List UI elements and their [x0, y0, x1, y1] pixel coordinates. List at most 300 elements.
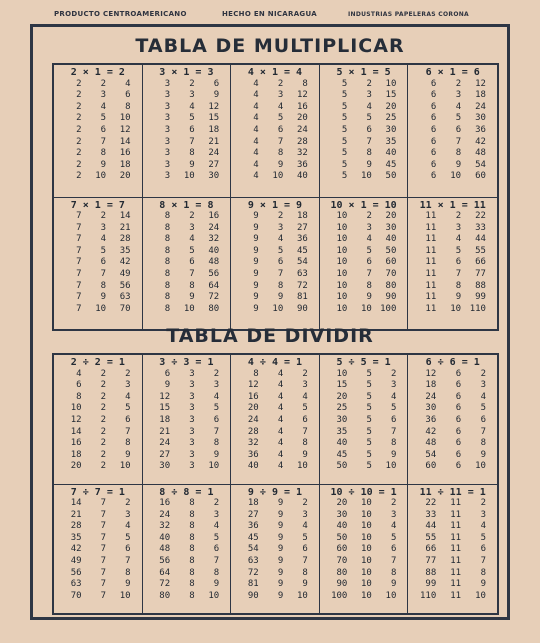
table-number: 6	[430, 101, 437, 112]
table-number: 64	[208, 280, 220, 291]
division-table-row	[57, 568, 139, 580]
table-number: 9	[253, 222, 259, 233]
table-number: 3	[480, 380, 486, 391]
table-number: 28	[119, 234, 131, 245]
table-number: 10	[208, 461, 220, 472]
division-table-row	[146, 369, 228, 381]
table-number: 10	[336, 211, 348, 222]
multiplication-table-row	[323, 113, 405, 125]
table-number: 8	[164, 292, 171, 303]
table-number: 7	[100, 509, 107, 520]
division-table-row	[323, 450, 405, 462]
multiplication-table-row	[234, 234, 316, 246]
multiplication-table-row	[146, 125, 228, 137]
table-number: 10	[95, 303, 107, 314]
table-number: 60	[336, 544, 348, 555]
table-number: 4	[253, 101, 259, 112]
division-table-row	[411, 415, 494, 427]
multiplication-table-row	[57, 113, 139, 125]
table-number: 9	[390, 449, 397, 460]
table-number: 9	[277, 544, 284, 555]
table-number: 9	[189, 159, 195, 170]
table-number: 12	[159, 391, 171, 402]
table-number: 32	[247, 438, 259, 449]
multiplication-grid	[52, 63, 499, 331]
table-number: 3	[189, 380, 195, 391]
table-number: 36	[475, 124, 486, 135]
table-number: 6	[213, 414, 220, 425]
header-company: INDUSTRIAS PAPELERAS CORONA	[348, 11, 469, 18]
table-number: 12	[119, 124, 131, 135]
table-number: 7	[100, 521, 107, 532]
table-number: 9	[366, 292, 372, 303]
table-number: 18	[247, 498, 259, 509]
table-number: 15	[385, 90, 397, 101]
table-number: 3	[366, 222, 372, 233]
table-number: 9	[213, 449, 220, 460]
table-number: 6	[213, 544, 220, 555]
division-table-row	[146, 392, 228, 404]
multiplication-table-row	[323, 102, 405, 114]
multiplication-table	[54, 65, 143, 198]
multiplication-table-row	[411, 269, 494, 281]
table-number: 22	[425, 498, 437, 509]
table-number: 4	[253, 171, 259, 182]
table-number: 72	[247, 567, 259, 578]
multiplication-table-heading: 9 × 1 = 9	[247, 199, 303, 211]
multiplication-table-row	[234, 223, 316, 235]
table-number: 2	[189, 211, 195, 222]
table-number: 4	[76, 368, 82, 379]
table-number: 5	[341, 101, 348, 112]
table-number: 7	[100, 136, 107, 147]
table-number: 5	[366, 113, 372, 124]
table-number: 4	[277, 449, 284, 460]
multiplication-table-row	[146, 171, 228, 183]
table-number: 9	[277, 556, 284, 567]
multiplication-table-row	[234, 246, 316, 258]
multiplication-title: TABLA DE MULTIPLICAR	[135, 35, 405, 57]
table-number: 9	[390, 579, 397, 590]
table-number: 64	[159, 567, 171, 578]
table-number: 18	[70, 449, 82, 460]
table-number: 3	[164, 171, 171, 182]
table-number: 7	[189, 136, 195, 147]
table-number: 5	[366, 368, 372, 379]
table-number: 63	[247, 556, 259, 567]
table-number: 9	[213, 90, 220, 101]
table-number: 2	[76, 159, 82, 170]
table-number: 8	[164, 234, 171, 245]
division-table-row	[234, 544, 316, 556]
table-number: 99	[425, 579, 437, 590]
division-table-row	[146, 380, 228, 392]
division-table-row	[57, 403, 139, 415]
table-number: 55	[475, 245, 486, 256]
table-number: 27	[208, 159, 220, 170]
table-number: 7	[76, 222, 82, 233]
multiplication-table-row	[57, 102, 139, 114]
multiplication-table-row	[57, 269, 139, 281]
division-table-row	[146, 498, 228, 510]
table-number: 9	[366, 159, 372, 170]
table-number: 11	[450, 544, 462, 555]
division-table	[408, 485, 497, 614]
table-number: 6	[455, 257, 462, 268]
division-table-row	[57, 591, 139, 603]
table-number: 90	[296, 303, 308, 314]
table-number: 5	[366, 403, 372, 414]
division-table-row	[57, 579, 139, 591]
table-number: 11	[450, 498, 462, 509]
division-table-row	[323, 568, 405, 580]
division-table-row	[146, 427, 228, 439]
table-number: 6	[390, 544, 397, 555]
table-number: 5	[341, 78, 348, 89]
multiplication-table-heading: 3 × 1 = 3	[159, 67, 214, 78]
division-table-row	[234, 498, 316, 510]
table-number: 10	[336, 257, 348, 268]
table-number: 6	[430, 159, 437, 170]
multiplication-table-heading: 7 × 1 = 7	[70, 199, 125, 211]
table-number: 3	[189, 461, 195, 472]
table-number: 36	[296, 234, 308, 245]
table-number: 81	[296, 292, 308, 303]
table-number: 6	[302, 414, 308, 425]
table-number: 5	[341, 148, 348, 159]
table-number: 110	[419, 590, 437, 601]
table-number: 99	[475, 292, 486, 303]
table-number: 10	[385, 78, 397, 89]
table-number: 6	[430, 136, 437, 147]
table-number: 3	[189, 414, 195, 425]
table-number: 40	[296, 171, 308, 182]
table-number: 9	[277, 567, 284, 578]
multiplication-table-row	[411, 160, 494, 172]
table-number: 2	[100, 391, 107, 402]
table-number: 27	[159, 449, 171, 460]
table-number: 6	[76, 380, 82, 391]
table-number: 8	[125, 101, 131, 112]
table-number: 2	[455, 78, 462, 89]
table-number: 5	[366, 461, 372, 472]
table-number: 40	[159, 532, 171, 543]
table-number: 80	[159, 590, 171, 601]
table-number: 6	[125, 544, 131, 555]
table-number: 5	[302, 403, 308, 414]
table-number: 7	[100, 579, 107, 590]
table-number: 5	[341, 136, 348, 147]
table-number: 7	[455, 269, 462, 280]
table-number: 4	[253, 148, 259, 159]
table-number: 50	[336, 461, 348, 472]
table-number: 8	[277, 280, 284, 291]
multiplication-table-row	[234, 113, 316, 125]
table-number: 2	[100, 449, 107, 460]
division-table-row	[411, 591, 494, 603]
division-table-row	[323, 556, 405, 568]
table-number: 18	[159, 414, 171, 425]
table-number: 18	[475, 90, 486, 101]
table-number: 10	[475, 590, 486, 601]
multiplication-table-row	[411, 246, 494, 258]
table-number: 42	[119, 257, 131, 268]
table-number: 72	[296, 280, 308, 291]
division-table-row	[323, 510, 405, 522]
table-number: 32	[159, 521, 171, 532]
table-number: 8	[302, 567, 308, 578]
table-number: 10	[119, 590, 131, 601]
table-number: 6	[480, 544, 486, 555]
table-number: 5	[189, 245, 195, 256]
table-number: 8	[164, 269, 171, 280]
table-number: 63	[70, 579, 82, 590]
table-number: 6	[125, 414, 131, 425]
division-table-heading: 5 ÷ 5 = 1	[336, 357, 391, 368]
table-number: 2	[76, 78, 82, 89]
multiplication-table-row	[146, 223, 228, 235]
table-number: 5	[366, 414, 372, 425]
table-number: 4	[366, 101, 372, 112]
table-number: 2	[100, 461, 107, 472]
table-number: 11	[425, 257, 437, 268]
table-number: 10	[336, 303, 348, 314]
table-number: 40	[336, 521, 348, 532]
table-number: 24	[475, 101, 486, 112]
division-table-row	[146, 415, 228, 427]
multiplication-table-row	[411, 148, 494, 160]
table-number: 14	[70, 498, 82, 509]
table-number: 9	[302, 579, 308, 590]
table-number: 45	[296, 245, 308, 256]
division-table-row	[323, 498, 405, 510]
header-origin: PRODUCTO CENTROAMERICANO	[54, 10, 187, 18]
division-table-row	[323, 521, 405, 533]
table-number: 4	[253, 113, 259, 124]
table-number: 4	[125, 391, 131, 402]
division-table-row	[411, 568, 494, 580]
table-number: 5	[480, 403, 486, 414]
division-table-row	[57, 427, 139, 439]
table-number: 6	[277, 257, 284, 268]
table-number: 2	[390, 368, 397, 379]
table-number: 7	[100, 556, 107, 567]
table-number: 6	[100, 124, 107, 135]
multiplication-table	[231, 198, 320, 330]
division-table-row	[146, 544, 228, 556]
multiplication-table-heading: 5 × 1 = 5	[336, 67, 391, 78]
table-number: 8	[164, 257, 171, 268]
multiplication-table-row	[323, 90, 405, 102]
table-number: 35	[336, 426, 348, 437]
table-number: 2	[76, 136, 82, 147]
table-number: 9	[253, 257, 259, 268]
table-number: 22	[475, 211, 486, 222]
table-number: 63	[296, 269, 308, 280]
table-number: 7	[480, 556, 486, 567]
table-number: 24	[159, 438, 171, 449]
multiplication-table-row	[323, 79, 405, 91]
table-number: 9	[213, 579, 220, 590]
table-number: 3	[302, 380, 308, 391]
table-number: 45	[385, 159, 397, 170]
table-number: 5	[390, 403, 397, 414]
multiplication-table-row	[411, 211, 494, 223]
table-number: 15	[208, 113, 220, 124]
table-number: 2	[76, 90, 82, 101]
table-number: 10	[208, 590, 220, 601]
table-number: 48	[425, 438, 437, 449]
division-table-row	[146, 438, 228, 450]
division-table-row	[57, 450, 139, 462]
table-number: 6	[455, 414, 462, 425]
table-number: 5	[125, 403, 131, 414]
table-number: 4	[302, 391, 308, 402]
multiplication-table-row	[146, 148, 228, 160]
table-number: 35	[385, 136, 397, 147]
table-number: 4	[390, 391, 397, 402]
table-number: 3	[366, 90, 372, 101]
table-number: 20	[336, 391, 348, 402]
table-number: 3	[100, 90, 107, 101]
table-number: 6	[366, 257, 372, 268]
table-number: 81	[247, 579, 259, 590]
table-number: 9	[125, 579, 131, 590]
table-number: 5	[341, 171, 348, 182]
table-number: 8	[125, 567, 131, 578]
table-number: 10	[336, 222, 348, 233]
table-number: 8	[302, 438, 308, 449]
division-table-row	[57, 533, 139, 545]
table-number: 15	[336, 380, 348, 391]
table-number: 14	[119, 136, 131, 147]
multiplication-table-row	[146, 257, 228, 269]
table-number: 5	[213, 532, 220, 543]
multiplication-table-row	[323, 211, 405, 223]
table-number: 11	[450, 532, 462, 543]
division-table-row	[146, 461, 228, 473]
division-table-row	[323, 438, 405, 450]
table-number: 8	[390, 438, 397, 449]
table-number: 8	[189, 579, 195, 590]
table-number: 7	[189, 269, 195, 280]
table-number: 10	[336, 245, 348, 256]
table-number: 9	[164, 380, 171, 391]
multiplication-table-row	[57, 79, 139, 91]
table-number: 5	[366, 426, 372, 437]
multiplication-table-row	[323, 125, 405, 137]
table-number: 6	[430, 78, 437, 89]
table-number: 40	[385, 148, 397, 159]
division-table-row	[323, 591, 405, 603]
division-table-row	[411, 403, 494, 415]
table-number: 10	[361, 498, 372, 509]
division-table-row	[234, 380, 316, 392]
table-number: 3	[164, 124, 171, 135]
multiplication-table-row	[57, 304, 139, 316]
table-number: 9	[302, 449, 308, 460]
table-number: 4	[277, 403, 284, 414]
division-table-row	[411, 427, 494, 439]
table-number: 54	[296, 257, 308, 268]
table-number: 7	[100, 567, 107, 578]
table-number: 6	[455, 368, 462, 379]
table-number: 30	[336, 509, 348, 520]
division-table-row	[323, 579, 405, 591]
table-number: 4	[125, 521, 131, 532]
multiplication-table	[408, 198, 497, 330]
table-number: 10	[361, 556, 372, 567]
multiplication-table-row	[57, 246, 139, 258]
table-number: 7	[100, 269, 107, 280]
table-number: 6	[455, 380, 462, 391]
table-number: 6	[189, 124, 195, 135]
table-number: 3	[125, 509, 131, 520]
table-number: 90	[385, 292, 397, 303]
multiplication-table-row	[323, 257, 405, 269]
table-number: 3	[455, 90, 462, 101]
table-number: 4	[277, 380, 284, 391]
table-number: 5	[366, 245, 372, 256]
table-number: 6	[100, 257, 107, 268]
table-number: 9	[253, 280, 259, 291]
table-number: 10	[119, 113, 131, 124]
division-table-row	[57, 521, 139, 533]
division-table-row	[146, 591, 228, 603]
multiplication-table-row	[146, 102, 228, 114]
table-number: 60	[475, 171, 486, 182]
multiplication-table-row	[146, 160, 228, 172]
table-number: 4	[366, 234, 372, 245]
table-number: 3	[277, 90, 284, 101]
table-number: 24	[159, 509, 171, 520]
table-number: 11	[450, 567, 462, 578]
table-number: 4	[277, 461, 284, 472]
table-number: 2	[100, 380, 107, 391]
multiplication-table-row	[323, 160, 405, 172]
table-number: 5	[455, 113, 462, 124]
table-number: 2	[366, 211, 372, 222]
multiplication-table-row	[57, 160, 139, 172]
table-number: 7	[76, 292, 82, 303]
table-number: 40	[385, 234, 397, 245]
multiplication-table-row	[57, 171, 139, 183]
table-number: 8	[164, 303, 171, 314]
table-number: 60	[425, 461, 437, 472]
table-number: 6	[480, 414, 486, 425]
table-number: 9	[277, 590, 284, 601]
division-table-row	[411, 498, 494, 510]
table-number: 2	[76, 124, 82, 135]
division-table-row	[234, 461, 316, 473]
table-number: 4	[277, 438, 284, 449]
table-number: 36	[247, 521, 259, 532]
division-table-row	[411, 579, 494, 591]
table-number: 4	[455, 234, 462, 245]
table-number: 10	[70, 403, 82, 414]
table-number: 5	[366, 449, 372, 460]
table-number: 10	[361, 567, 372, 578]
table-number: 30	[385, 222, 397, 233]
table-number: 8	[189, 544, 195, 555]
table-number: 66	[425, 544, 437, 555]
table-number: 18	[296, 211, 308, 222]
table-number: 3	[302, 509, 308, 520]
table-number: 44	[475, 234, 486, 245]
division-table-row	[57, 556, 139, 568]
multiplication-table-row	[234, 304, 316, 316]
table-number: 3	[189, 222, 195, 233]
